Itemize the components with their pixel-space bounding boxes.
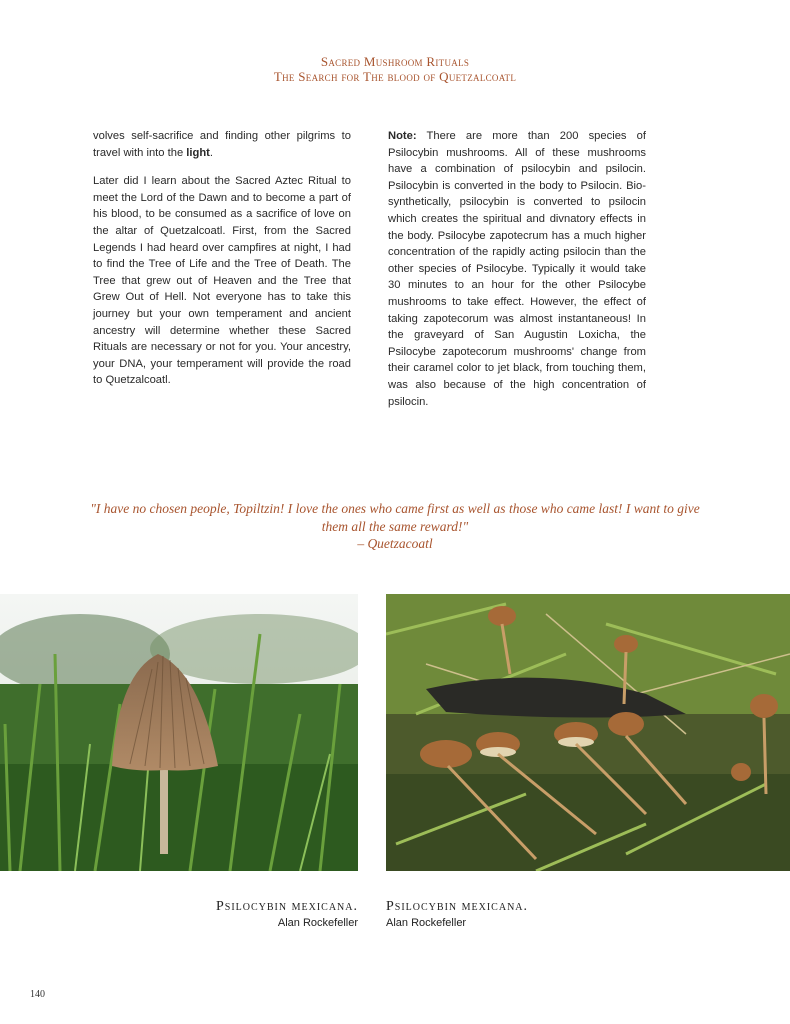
header-line-1: Sacred Mushroom Rituals [320, 54, 470, 69]
mushroom-photo-right-image [386, 594, 790, 871]
caption-right-title: Psilocybin mexicana. [386, 899, 529, 914]
quote-text: "I have no chosen people, Topiltzin! I love the ones who came first as well as those who came last! I want to give them all the same reward!" [90, 501, 700, 534]
caption-right-credit: Alan Rockefeller [386, 917, 467, 929]
left-paragraph-2: Later did I learn about the Sacred Aztec Ritual to meet the Lord of the Dawn and to become a part of his blood, to be consumed as a sacrifice of love on the altar of Quetzalcoatl. First, from the Sacred Legends I had heard over campfires at night, I had to find the Tree of Life and the Tree of Death. The Tree that grew out of Heaven and the Tree that Grew Out of Hell. Not everyone has to take this journey but your own temperament and ancient ancestry will determine whether these Sacred Rituals are necessary or not for you. Your ancestry, your DNA, your temperament will provide the road to Quetzalcoatl. [93, 175, 351, 387]
mushroom-photo-left-image [0, 594, 358, 871]
caption-left-credit: Alan Rockefeller [277, 917, 358, 929]
left-paragraph-1 [93, 128, 351, 161]
pull-quote [90, 500, 700, 553]
photo-caption-right [386, 899, 528, 929]
quote-attribution: – Quetzacoatl [357, 536, 433, 551]
running-header [0, 54, 790, 84]
page-number: 140 [30, 989, 45, 1000]
right-text-column [388, 128, 646, 422]
light-emphasis: light [186, 146, 210, 159]
note-text: There are more than 200 species of Psilocybin mushrooms. All of these mushrooms have a combination of psilocybin and psilocin. Psilocybin is converted in the body to Psilocin. Bio-synthetically, psilocybin is converted to psilocin which creates the spiritual and divnatory effects in the body. Psilocybe zapotecrum has a much higher concentration of the rapidly acting psilocin than the other species of Psilocybe. Typically it would take 30 minutes to an hour for the other Psilocybe mushrooms to take effect. However, the effect of taking zapotecorum was almost instantaneous! In the graveyard of San Augustin Loxicha, the Psilocybe zapotecorum mushrooms' change from their caramel color to jet black, from touching them, was also because of the high concentration of psilocin. [388, 130, 646, 408]
note-paragraph [388, 128, 646, 410]
left-paragraph-1-text: volves self-sacrifice and finding other pilgrims to travel with into the [93, 130, 351, 159]
photo-caption-left [216, 899, 358, 929]
mushroom-photo-left [0, 594, 358, 871]
left-paragraph-1-end: . [209, 146, 214, 159]
mushroom-photo-right [386, 594, 790, 871]
header-line-2: The Search for The blood of Quetzalcoatl [273, 69, 517, 84]
left-text-column [93, 128, 351, 401]
note-label: Note: [388, 130, 417, 142]
caption-left-title: Psilocybin mexicana. [215, 899, 358, 914]
